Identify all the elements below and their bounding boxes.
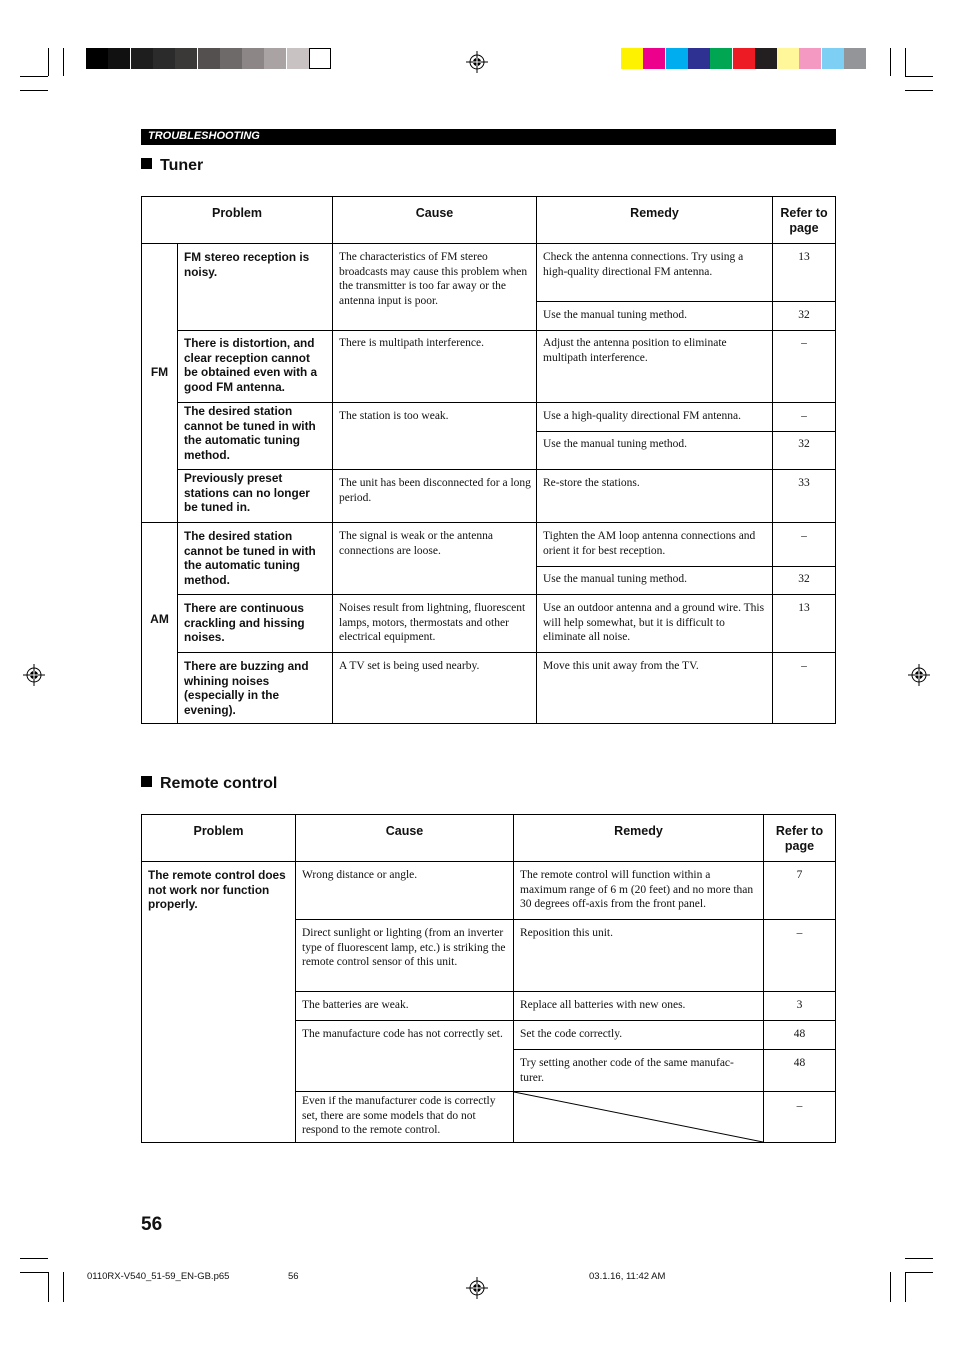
gray-swatch xyxy=(198,48,220,69)
remote-heading xyxy=(141,775,277,793)
page-ref-cell: 48 xyxy=(793,1028,806,1040)
page-number: 56 xyxy=(141,1214,163,1235)
page-ref-cell: – xyxy=(796,927,803,939)
tuner-title: Tuner xyxy=(160,157,204,174)
registration-mark-icon xyxy=(908,664,930,686)
remedy-cell: Move this unit away from the TV. xyxy=(543,660,699,672)
cause-cell: The station is too weak. xyxy=(339,410,449,422)
page-ref-cell: – xyxy=(801,660,807,672)
section-header-bar xyxy=(141,129,836,145)
remedy-cell: Reposition this unit. xyxy=(520,927,613,939)
cause-cell: The characteristics of FM stereo broadcasts may cause this problem when the transmitter is too far away or the antenna input is poor. xyxy=(339,251,528,307)
page-ref-cell: – xyxy=(796,1100,803,1112)
remedy-cell: Adjust the antenna position to eliminate multipath interference. xyxy=(543,337,727,364)
problem-cell: The desired station cannot be tuned in with the automatic tuning method. xyxy=(184,404,316,462)
page-ref-cell: 32 xyxy=(798,438,810,450)
page-ref-cell: – xyxy=(801,337,807,349)
cause-cell: The signal is weak or the antenna connections are loose. xyxy=(339,530,493,557)
cause-cell: The batteries are weak. xyxy=(302,999,409,1011)
registration-mark-icon xyxy=(23,664,45,686)
color-swatch xyxy=(755,48,777,69)
gray-swatch xyxy=(131,48,153,69)
color-swatch xyxy=(643,48,665,69)
tuner-table xyxy=(141,196,836,724)
gray-swatch xyxy=(86,48,108,69)
problem-cell: There are buzzing and whining noises (especially in the evening). xyxy=(184,659,309,717)
tuner-header-remedy: Remedy xyxy=(630,206,679,220)
cause-cell: Wrong distance or angle. xyxy=(302,869,418,881)
footer-page: 56 xyxy=(288,1271,299,1282)
gray-swatch xyxy=(242,48,264,69)
empty-cell-diagonal xyxy=(514,1092,763,1142)
page-ref-cell: – xyxy=(801,410,807,422)
section-label: TROUBLESHOOTING xyxy=(148,130,260,142)
tuner-header-problem: Problem xyxy=(211,206,262,220)
page-ref-cell: 3 xyxy=(796,999,803,1011)
remedy-cell: Set the code correctly. xyxy=(520,1028,623,1040)
gray-swatch xyxy=(309,48,331,69)
remedy-cell: Replace all batteries with new ones. xyxy=(520,999,686,1011)
page-ref-cell: 33 xyxy=(798,477,810,489)
remedy-cell: Use the manual tuning method. xyxy=(543,573,688,585)
cause-cell: Noises result from lightning, fluorescent lamps, motors, thermostats and other electrical equipment. xyxy=(339,602,526,643)
problem-cell: The desired station cannot be tuned in with the automatic tuning method. xyxy=(184,529,316,587)
cause-cell: A TV set is being used nearby. xyxy=(339,660,480,672)
remote-header-refer: Refer to page xyxy=(775,824,824,853)
page-ref-cell: 13 xyxy=(798,602,810,614)
footer-filename: 0110RX-V540_51-59_EN-GB.p65 xyxy=(87,1271,230,1282)
color-swatch xyxy=(799,48,821,69)
remote-header-cause: Cause xyxy=(385,824,424,838)
page-ref-cell: 48 xyxy=(793,1057,806,1069)
problem-cell: Previously preset stations can no longer be tuned in. xyxy=(184,471,310,514)
remedy-cell: The remote control will function within a maximum range of 6 m (20 feet) and no more than 30 degrees off-axis from the front panel. xyxy=(520,869,754,910)
gray-swatch xyxy=(108,48,130,69)
footer-date: 03.1.16, 11:42 AM xyxy=(589,1271,666,1282)
page-ref-cell: 13 xyxy=(798,251,810,263)
tuner-header-cause: Cause xyxy=(415,206,454,220)
page-ref-cell: 32 xyxy=(798,309,810,321)
problem-cell: There is distortion, and clear reception cannot be obtained even with a good FM antenna. xyxy=(184,336,318,394)
square-bullet-icon xyxy=(141,776,152,787)
problem-cell: The remote control does not work nor function properly. xyxy=(148,868,286,911)
gray-swatch xyxy=(264,48,286,69)
color-swatch xyxy=(688,48,710,69)
band-label-am: AM xyxy=(150,612,169,626)
remote-header-remedy: Remedy xyxy=(614,824,663,838)
cause-cell: Even if the manufacturer code is correctly set, there are some models that do not respond to the remote control. xyxy=(302,1095,496,1136)
color-swatch xyxy=(621,48,643,69)
remedy-cell: Re-store the stations. xyxy=(543,477,640,489)
color-swatch xyxy=(822,48,844,69)
remedy-cell: Use an outdoor antenna and a ground wire. This will help somewhat, but it is difficult to eliminate all noise. xyxy=(543,602,765,643)
cause-cell: Direct sunlight or lighting (from an inverter type of fluorescent lamp, etc.) is striking the remote control sensor of this unit. xyxy=(302,927,506,968)
remote-header-problem: Problem xyxy=(193,824,244,838)
cause-cell: The unit has been disconnected for a long period. xyxy=(339,477,531,504)
gray-swatch xyxy=(153,48,175,69)
remedy-cell: Use the manual tuning method. xyxy=(543,438,688,450)
remedy-cell: Try setting another code of the same manufac- turer. xyxy=(520,1057,734,1084)
problem-cell: FM stereo reception is noisy. xyxy=(184,250,310,279)
cause-cell: There is multipath interference. xyxy=(339,337,484,349)
gray-swatch xyxy=(287,48,309,69)
registration-mark-icon xyxy=(466,1277,488,1299)
color-swatch xyxy=(844,48,866,69)
remote-title: Remote control xyxy=(160,775,278,792)
remedy-cell: Use a high-quality directional FM antenna. xyxy=(543,410,742,422)
tuner-heading xyxy=(141,157,203,175)
page-ref-cell: 32 xyxy=(798,573,810,585)
remote-table xyxy=(141,814,836,1143)
color-swatch xyxy=(733,48,755,69)
page-ref-cell: 7 xyxy=(796,869,803,881)
band-label-fm: FM xyxy=(150,365,169,379)
cause-cell: The manufacture code has not correctly set. xyxy=(302,1028,503,1040)
gray-swatch xyxy=(220,48,242,69)
color-swatch xyxy=(666,48,688,69)
registration-mark-icon xyxy=(466,51,488,73)
square-bullet-icon xyxy=(141,158,152,169)
tuner-header-refer: Refer to page xyxy=(780,206,828,235)
remedy-cell: Check the antenna connections. Try using a high-quality directional FM antenna. xyxy=(543,251,744,278)
remedy-cell: Use the manual tuning method. xyxy=(543,309,688,321)
color-swatch xyxy=(777,48,799,69)
problem-cell: There are continuous crackling and hissing noises. xyxy=(184,601,305,644)
page-ref-cell: – xyxy=(801,530,807,542)
gray-swatch xyxy=(175,48,197,69)
color-swatch xyxy=(710,48,732,69)
remedy-cell: Tighten the AM loop antenna connections and orient it for best reception. xyxy=(543,530,756,557)
